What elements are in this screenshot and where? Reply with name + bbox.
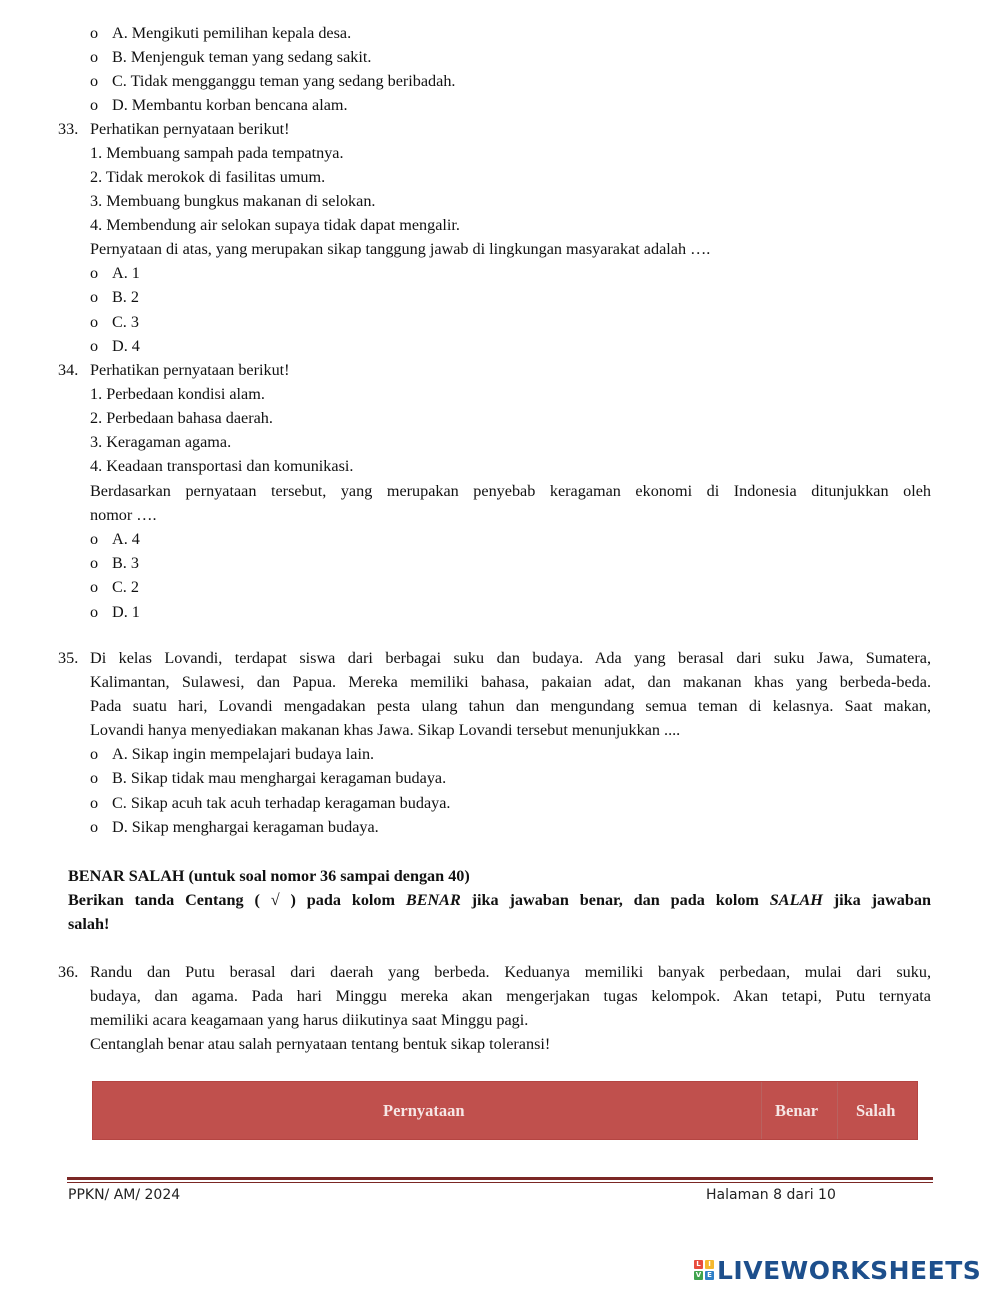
radio-bullet-icon[interactable]: o [90, 794, 99, 812]
radio-bullet-icon[interactable]: o [90, 554, 99, 572]
statement-table-header [92, 1081, 918, 1140]
instruction-salah: SALAH [769, 891, 823, 909]
q32-option-d[interactable] [90, 93, 348, 117]
option-label: B. 3 [112, 554, 139, 572]
q35-option-a[interactable] [90, 742, 374, 766]
option-label: A. Sikap ingin mempelajari budaya lain. [112, 745, 375, 763]
q34-statement-4: 4. Keadaan transportasi dan komunikasi. [90, 457, 354, 475]
q35-number: 35. [58, 649, 79, 667]
radio-bullet-icon[interactable]: o [90, 288, 99, 306]
logo-blocks-icon [694, 1260, 714, 1280]
q36-number: 36. [58, 963, 79, 981]
q35-text-line-4: Lovandi hanya menyediakan makanan khas Jawa. Sikap Lovandi tersebut menunjukkan .... [90, 721, 681, 739]
q36-text-line-1: Randu dan Putu berasal dari daerah yang berbeda. Keduanya memiliki banyak perbedaan, mulai dari suku, [90, 963, 931, 981]
q34-option-d[interactable] [90, 600, 140, 624]
q33-number: 33. [58, 120, 79, 138]
radio-bullet-icon[interactable]: o [90, 337, 99, 355]
header-salah: Salah [856, 1101, 896, 1120]
q34-option-c[interactable] [90, 575, 139, 599]
logo-block: L [694, 1260, 703, 1269]
radio-bullet-icon[interactable]: o [90, 769, 99, 787]
q33-statement-2: 2. Tidak merokok di fasilitas umum. [90, 168, 326, 186]
q33-question: Pernyataan di atas, yang merupakan sikap tanggung jawab di lingkungan masyarakat adalah …. [90, 240, 711, 258]
q34-option-a[interactable] [90, 527, 140, 551]
header-benar: Benar [775, 1101, 819, 1120]
q33-option-d[interactable] [90, 334, 140, 358]
instruction-text: jika jawaban [822, 891, 931, 909]
q34-number: 34. [58, 361, 79, 379]
column-divider [837, 1082, 838, 1139]
q34-question-line-1: Berdasarkan pernyataan tersebut, yang merupakan penyebab keragaman ekonomi di Indonesia ditunjukkan oleh [90, 482, 931, 500]
q33-prompt: Perhatikan pernyataan berikut! [90, 120, 290, 138]
q33-option-b[interactable] [90, 285, 139, 309]
logo-block: I [705, 1260, 714, 1269]
option-label: C. Sikap acuh tak acuh terhadap keragaman budaya. [112, 794, 451, 812]
footer-rule-thin [67, 1182, 933, 1183]
q33-option-a[interactable] [90, 261, 140, 285]
radio-bullet-icon[interactable]: o [90, 603, 99, 621]
radio-bullet-icon[interactable]: o [90, 745, 99, 763]
radio-bullet-icon[interactable]: o [90, 24, 99, 42]
q36-instruction: Centanglah benar atau salah pernyataan tentang bentuk sikap toleransi! [90, 1035, 551, 1053]
radio-bullet-icon[interactable]: o [90, 818, 99, 836]
q33-statement-4: 4. Membendung air selokan supaya tidak dapat mengalir. [90, 216, 460, 234]
option-label: C. 3 [112, 313, 139, 331]
section-instruction-line-1 [68, 888, 931, 912]
q35-text-line-2: Kalimantan, Sulawesi, dan Papua. Mereka memiliki bahasa, pakaian adat, dan makanan khas yang berbeda-beda. [90, 673, 931, 691]
radio-bullet-icon[interactable]: o [90, 48, 99, 66]
liveworksheets-logo [694, 1255, 981, 1285]
section-heading: BENAR SALAH (untuk soal nomor 36 sampai dengan 40) [68, 867, 470, 885]
q35-option-b[interactable] [90, 766, 446, 790]
q35-option-c[interactable] [90, 791, 450, 815]
instruction-benar: BENAR [405, 891, 461, 909]
q35-text-line-1: Di kelas Lovandi, terdapat siswa dari berbagai suku dan budaya. Ada yang berasal dari suku Jawa, Sumatera, [90, 649, 931, 667]
option-label: D. Sikap menghargai keragaman budaya. [112, 818, 379, 836]
q34-option-b[interactable] [90, 551, 139, 575]
footer-rule [67, 1177, 933, 1180]
radio-bullet-icon[interactable]: o [90, 313, 99, 331]
option-label: C. Tidak mengganggu teman yang sedang beribadah. [112, 72, 456, 90]
logo-block: E [705, 1271, 714, 1280]
radio-bullet-icon[interactable]: o [90, 578, 99, 596]
q34-prompt: Perhatikan pernyataan berikut! [90, 361, 290, 379]
q36-text-line-2: budaya, dan agama. Pada hari Minggu mereka akan mengerjakan tugas kelompok. Akan tetapi, Putu ternyata [90, 987, 931, 1005]
instruction-text: jika jawaban benar, dan pada kolom [460, 891, 770, 909]
option-label: A. Mengikuti pemilihan kepala desa. [112, 24, 352, 42]
header-pernyataan: Pernyataan [383, 1101, 465, 1120]
radio-bullet-icon[interactable]: o [90, 72, 99, 90]
option-label: A. 4 [112, 530, 140, 548]
footer-left: PPKN/ AM/ 2024 [68, 1187, 181, 1203]
option-label: B. 2 [112, 288, 139, 306]
q32-option-b[interactable] [90, 45, 371, 69]
q33-statement-3: 3. Membuang bungkus makanan di selokan. [90, 192, 376, 210]
q34-statement-2: 2. Perbedaan bahasa daerah. [90, 409, 273, 427]
radio-bullet-icon[interactable]: o [90, 96, 99, 114]
page-number: Halaman 8 dari 10 [706, 1187, 836, 1203]
logo-block: V [695, 1271, 702, 1279]
q32-option-a[interactable] [90, 21, 351, 45]
q33-statement-1: 1. Membuang sampah pada tempatnya. [90, 144, 344, 162]
section-instruction-line-2: salah! [68, 915, 110, 933]
option-label: D. 4 [112, 337, 140, 355]
q32-option-c[interactable] [90, 69, 455, 93]
radio-bullet-icon[interactable]: o [90, 530, 99, 548]
option-label: B. Sikap tidak mau menghargai keragaman budaya. [112, 769, 447, 787]
instruction-text: Berikan tanda Centang ( √ ) pada kolom [68, 891, 406, 909]
q34-statement-3: 3. Keragaman agama. [90, 433, 232, 451]
column-divider [761, 1082, 762, 1139]
q34-question-line-2: nomor …. [90, 506, 157, 524]
option-label: D. 1 [112, 603, 140, 621]
q36-text-line-3: memiliki acara keagamaan yang harus diikutinya saat Minggu pagi. [90, 1011, 529, 1029]
q33-option-c[interactable] [90, 310, 139, 334]
logo-text: LIVEWORKSHEETS [717, 1255, 982, 1285]
option-label: B. Menjenguk teman yang sedang sakit. [112, 48, 372, 66]
radio-bullet-icon[interactable]: o [90, 264, 99, 282]
q34-statement-1: 1. Perbedaan kondisi alam. [90, 385, 265, 403]
q35-text-line-3: Pada suatu hari, Lovandi mengadakan pesta ulang tahun dan mengundang semua teman di kelasnya. Saat makan, [90, 697, 931, 715]
option-label: D. Membantu korban bencana alam. [112, 96, 348, 114]
option-label: A. 1 [112, 264, 140, 282]
option-label: C. 2 [112, 578, 139, 596]
q35-option-d[interactable] [90, 815, 379, 839]
